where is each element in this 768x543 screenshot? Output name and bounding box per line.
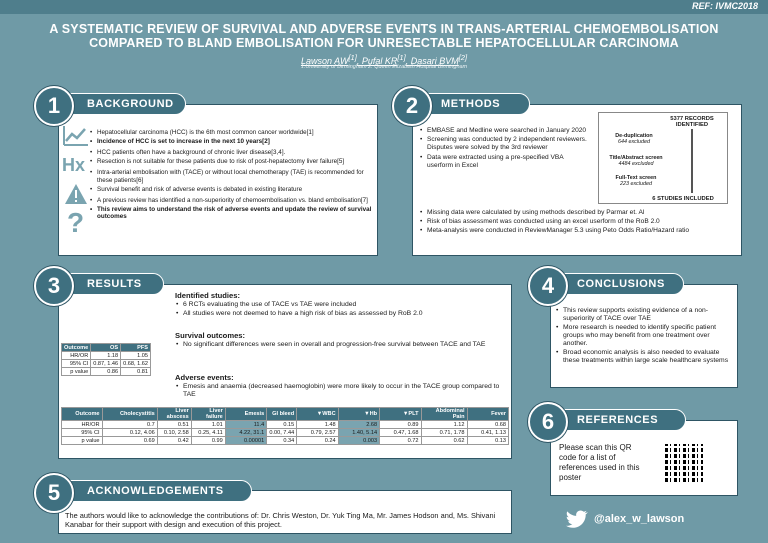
table-header: PFS — [121, 344, 151, 352]
flow-included: 6 STUDIES INCLUDED — [652, 196, 714, 202]
table-cell: 0.00001 — [225, 437, 266, 445]
list-item: • This review aims to understand the risk of adverse events and update the review of survival outcomes — [89, 206, 377, 221]
results-heading: RESULTS — [66, 273, 164, 295]
poster-title — [0, 22, 768, 50]
identified-heading: Identified studies: — [175, 291, 240, 300]
table-cell: 0.41, 1.13 — [467, 429, 508, 437]
table-cell: 0.10, 2.58 — [157, 429, 191, 437]
table-cell: HR/OR — [62, 421, 103, 429]
flow-records: 5377 RECORDS IDENTIFIED — [670, 116, 714, 128]
table-cell: 1.05 — [121, 352, 151, 360]
table-cell: 0.71, 1.78 — [421, 429, 467, 437]
table-cell: 0.89 — [380, 421, 421, 429]
conclusions-heading: CONCLUSIONS — [556, 273, 684, 295]
conclusions-panel — [550, 284, 738, 388]
table-cell: 0.81 — [121, 368, 151, 376]
table-header: Cholecystitis — [102, 408, 157, 421]
references-heading: REFERENCES — [556, 409, 686, 431]
warning-icon — [64, 183, 88, 210]
table-cell: 0.47, 1.68 — [380, 429, 421, 437]
table-cell: 0.68 — [467, 421, 508, 429]
table-header-row — [62, 408, 509, 421]
background-points — [89, 129, 377, 222]
table-cell: 0.99 — [191, 437, 225, 445]
list-item: • Meta-analysis were conducted in ReviewManager 5.3 using Peto Odds Ratio/Hazard ratio — [419, 227, 737, 235]
survival-points — [175, 341, 505, 350]
top-bar — [0, 0, 768, 14]
table-cell: p value — [62, 437, 103, 445]
flow-arrow — [691, 129, 693, 193]
table-cell: 0.72 — [380, 437, 421, 445]
table-header: Emesis — [225, 408, 266, 421]
flow-full-excl: 223 excluded — [619, 181, 653, 187]
table-cell: 0.87, 1.46 — [91, 360, 121, 368]
table-row — [62, 360, 151, 368]
table-cell: 0.86 — [91, 368, 121, 376]
twitter-handle[interactable]: @alex_w_lawson — [594, 513, 685, 525]
survival-table — [61, 343, 151, 376]
list-item: • Resection is not suitable for these patients due to risk of post-hepatectomy liver failure[5] — [89, 158, 377, 166]
flow-dedup-excl: 644 excluded — [617, 139, 651, 145]
list-item: • Missing data were calculated by using methods described by Parmar et. Al — [419, 209, 737, 217]
adverse-heading: Adverse events: — [175, 373, 234, 382]
table-cell: 0.34 — [267, 437, 297, 445]
table-cell: 0.13 — [467, 437, 508, 445]
table-cell: 0.42 — [157, 437, 191, 445]
table-row — [62, 421, 509, 429]
list-item: • HCC patients often have a background of chronic liver disease[3,4]. — [89, 149, 377, 157]
list-item: • A previous review has identified a non-superiority of chemoembolisation vs. bland embolisation[7] — [89, 197, 377, 205]
table-row — [62, 437, 509, 445]
list-item: • Data were extracted using a pre-specified VBA userform in Excel — [419, 154, 589, 170]
section-number-1: 1 — [34, 86, 74, 126]
table-header: Liver abscess — [157, 408, 191, 421]
section-number-5: 5 — [34, 473, 74, 513]
table-header: ▼WBC — [297, 408, 338, 421]
list-item: • Survival benefit and risk of adverse events is debated in existing literature — [89, 186, 377, 194]
table-cell: 1.18 — [91, 352, 121, 360]
table-cell: 0.69 — [102, 437, 157, 445]
table-cell: 4.22, 31.1 — [225, 429, 266, 437]
table-header: Outcome — [62, 344, 91, 352]
table-cell: 0.7 — [102, 421, 157, 429]
table-cell: HR/OR — [62, 352, 91, 360]
results-panel — [58, 284, 512, 459]
table-cell: 0.79, 2.57 — [297, 429, 338, 437]
list-item: • EMBASE and Medline were searched in January 2020 — [419, 127, 589, 135]
background-heading: BACKGROUND — [66, 93, 186, 115]
table-cell: 0.12, 4.06 — [102, 429, 157, 437]
list-item: • 6 RCTs evaluating the use of TACE vs TAE were included — [175, 301, 505, 309]
list-item: • Screening was conducted by 2 independent reviewers. Disputes were solved by the 3rd reviewer — [419, 136, 589, 152]
methods-heading: METHODS — [420, 93, 530, 115]
methods-points — [419, 127, 589, 171]
table-row — [62, 429, 509, 437]
adverse-points — [175, 383, 505, 399]
twitter-bird-icon[interactable] — [566, 510, 588, 528]
table-row — [62, 352, 151, 360]
list-item: • More research is needed to identify specific patient groups who may benefit from one treatment over another. — [555, 324, 735, 348]
table-header: GI bleed — [267, 408, 297, 421]
table-cell: 1.48 — [297, 421, 338, 429]
references-panel — [550, 420, 738, 496]
table-row — [62, 368, 151, 376]
reference-code: REF: IVMC2018 — [691, 1, 758, 11]
flow-title-excl: 4484 excluded — [618, 161, 654, 167]
list-item: • This review supports existing evidence of a non-superiority of TACE over TAE — [555, 307, 735, 323]
table-cell: 0.00, 7.44 — [267, 429, 297, 437]
affiliations: 1.University of Birmingham 2. Queen Elizabeth Hospital Birmingham — [300, 64, 468, 70]
table-cell: 0.51 — [157, 421, 191, 429]
list-item: • No significant differences were seen in overall and progression-free survival between TACE and TAE — [175, 341, 505, 349]
table-header: Fever — [467, 408, 508, 421]
section-number-2: 2 — [392, 86, 432, 126]
survival-heading: Survival outcomes: — [175, 331, 246, 340]
adverse-events-table — [61, 407, 509, 445]
table-cell: 2.68 — [338, 421, 379, 429]
table-cell: 0.62 — [421, 437, 467, 445]
table-header: Abdominal Pain — [421, 408, 467, 421]
trend-chart-icon — [63, 125, 89, 147]
table-header: Outcome — [62, 408, 103, 421]
list-item: • All studies were not deemed to have a high risk of bias as assessed by RoB 2.0 — [175, 310, 505, 318]
acknowledgements-heading: ACKNOWLEDGEMENTS — [66, 480, 252, 502]
title-line-2: COMPARED TO BLAND EMBOLISATION FOR UNRESECTABLE HEPATOCELLULAR CARCINOMA — [89, 36, 679, 50]
flow-full-label: Full-Text screen — [615, 175, 657, 181]
references-text: Please scan this QR code for a list of references used in this poster — [559, 443, 640, 482]
author-3: , Dasari BVM — [405, 56, 459, 66]
table-header: ▼PLT — [380, 408, 421, 421]
table-cell: 0.15 — [267, 421, 297, 429]
table-cell: 95% CI — [62, 360, 91, 368]
table-cell: 0.24 — [297, 437, 338, 445]
table-cell: p value — [62, 368, 91, 376]
list-item: • Emesis and anaemia (decreased haemoglobin) were more likely to occur in the TACE group compared to TAE — [175, 383, 505, 398]
list-item: • Risk of bias assessment was conducted using an excel userform of the RoB 2.0 — [419, 218, 737, 226]
methods-points-wide — [419, 209, 737, 237]
hx-icon: Hx — [62, 155, 86, 175]
author-3-sup: [2] — [458, 53, 468, 62]
author-1: Lawson AW — [300, 56, 349, 66]
table-cell: 1.01 — [191, 421, 225, 429]
table-header: ▼Hb — [338, 408, 379, 421]
author-2-sup: [1] — [397, 53, 406, 62]
question-icon: ? — [67, 207, 85, 238]
table-cell: 0.003 — [338, 437, 379, 445]
acknowledgements-text: The authors would like to acknowledge the contributions of: Dr. Chris Weston, Dr. Yuk Ting Ma, Mr. James Hodson and, Ms. Shivani Kanabar for their support with design and execution of this project. — [65, 511, 496, 529]
section-number-4: 4 — [528, 266, 568, 306]
list-item: • Intra-arterial embolisation with (TACE) or without local chemotherapy (TAE) is recommended for these patients[6] — [89, 169, 377, 184]
section-number-6: 6 — [528, 402, 568, 442]
table-header: Liver failure — [191, 408, 225, 421]
identified-points — [175, 301, 505, 318]
table-cell: 1.40, 5.14 — [338, 429, 379, 437]
conclusions-points — [555, 307, 735, 366]
background-panel — [58, 104, 378, 256]
list-item: • Incidence of HCC is set to increase in the next 10 years[2] — [89, 138, 377, 146]
prisma-flow-diagram — [598, 112, 728, 204]
list-item: • Broad economic analysis is also needed to evaluate these treatments within large scale healthcare systems — [555, 349, 735, 365]
section-number-3: 3 — [34, 266, 74, 306]
qr-code-icon[interactable] — [663, 442, 705, 484]
list-item: • Hepatocellular carcinoma (HCC) is the 6th most common cancer worldwide[1] — [89, 129, 377, 137]
author-2: , Pufal KR — [356, 56, 398, 66]
flow-title-label: Title/Abstract screen — [609, 155, 663, 161]
table-cell: 0.25, 4.11 — [191, 429, 225, 437]
author-1-sup: [1] — [348, 53, 357, 62]
title-line-1: A SYSTEMATIC REVIEW OF SURVIVAL AND ADVERSE EVENTS IN TRANS-ARTERIAL CHEMOEMBOLISATION — [49, 22, 719, 36]
table-cell: 0.68, 1.62 — [121, 360, 151, 368]
table-cell: 11.4 — [225, 421, 266, 429]
flow-dedup-label: De-duplication — [615, 133, 653, 139]
table-cell: 1.12 — [421, 421, 467, 429]
table-header-row — [62, 344, 151, 352]
table-cell: 95% CI — [62, 429, 103, 437]
table-header: OS — [91, 344, 121, 352]
